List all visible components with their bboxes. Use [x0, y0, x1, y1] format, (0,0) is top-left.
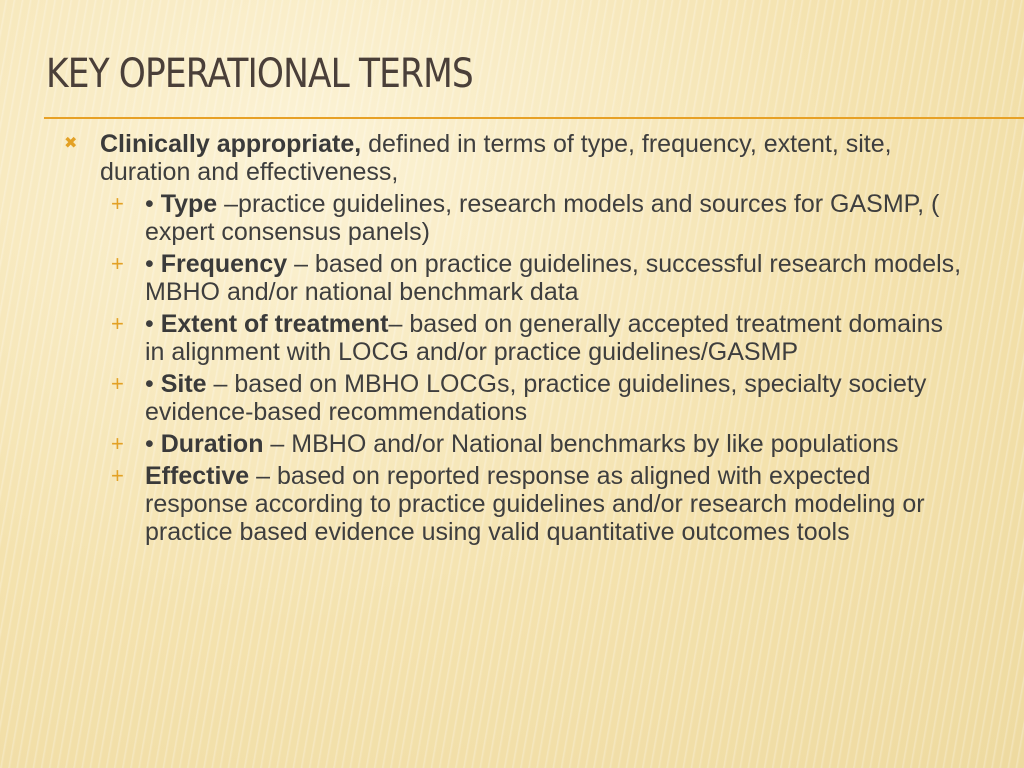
slide-content [0, 130, 1024, 546]
sub-bullet-text: – based on practice guidelines, successful research models, MBHO and/or national benchmark data [145, 250, 962, 306]
sub-bullet-text: – based on generally accepted treatment domains in alignment with LOCG and/or practice guidelines/GASMP [145, 310, 944, 366]
sub-bullet-extent-of-treatment [111, 310, 965, 366]
sub-bullet-prefix: • [145, 190, 161, 218]
sub-bullet-term: Frequency [160, 250, 288, 278]
bullet-term: Clinically appropriate, [100, 130, 362, 158]
plus-icon: + [111, 191, 124, 216]
title-divider [44, 117, 1024, 119]
sub-bullet-term: Site [160, 370, 207, 398]
plus-icon: + [111, 371, 124, 396]
sub-bullet-term: Type [160, 190, 218, 218]
bullet-item-clinically-appropriate [64, 130, 960, 186]
sub-bullet-prefix: • [145, 310, 161, 338]
sub-bullet-text: – based on reported response as aligned with expected response according to practice guidelines and/or research modeling or practice based evidence using valid quantitative outcomes tools [145, 462, 925, 546]
sub-bullet-prefix: • [145, 370, 161, 398]
plus-icon: + [111, 311, 124, 336]
bullet-text: defined in terms of type, frequency, extent, site, duration and effectiveness, [100, 130, 892, 186]
sub-bullet-prefix: • [145, 430, 161, 458]
sub-bullet-duration [111, 430, 965, 458]
sub-bullet-site [111, 370, 965, 426]
plus-icon: + [111, 431, 124, 456]
sub-bullet-text: – based on MBHO LOCGs, practice guidelines, specialty society evidence-based recommendations [145, 370, 927, 426]
sub-bullet-prefix: • [145, 250, 161, 278]
sub-bullet-effective [111, 462, 965, 546]
sub-bullet-term: Extent of treatment [160, 310, 389, 338]
sub-bullet-text: – MBHO and/or National benchmarks by like populations [263, 430, 899, 458]
sub-bullet-term: Duration [160, 430, 264, 458]
sub-bullet-text: –practice guidelines, research models and sources for GASMP, ( expert consensus panels) [145, 190, 940, 246]
sub-bullet-type [111, 190, 965, 246]
sub-bullet-frequency [111, 250, 965, 306]
x-mark-icon: ✖ [64, 135, 78, 152]
slide-title: KEY OPERATIONAL TERMS [46, 51, 473, 97]
plus-icon: + [111, 251, 124, 276]
sub-bullet-term: Effective [145, 462, 250, 490]
plus-icon: + [111, 463, 124, 488]
